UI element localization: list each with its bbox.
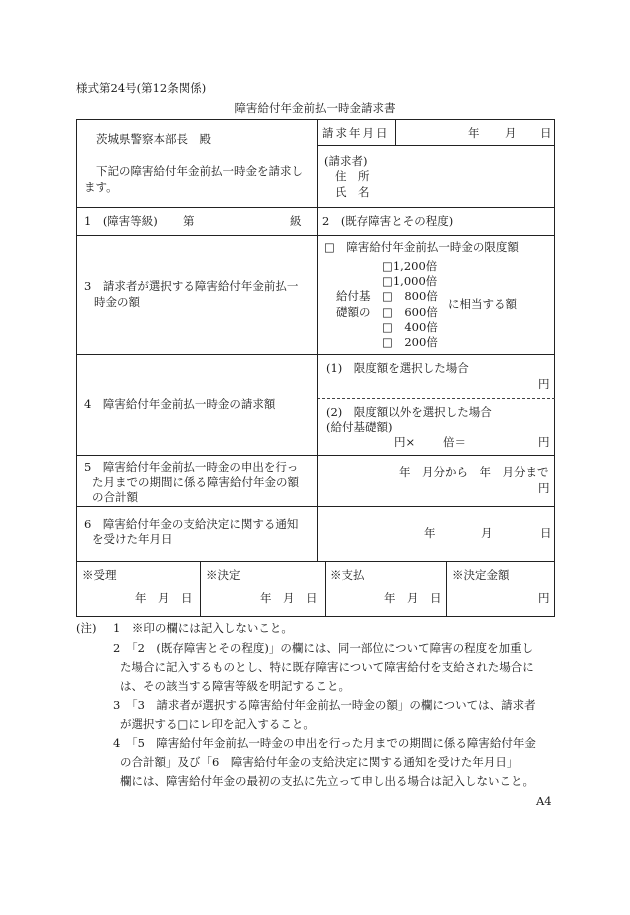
limit-option-checkbox[interactable]: □ 障害給付年金前払一時金の限度額 <box>324 240 519 254</box>
item6-label: を受けた年月日 <box>92 532 173 546</box>
column-line <box>446 561 447 617</box>
note-3: 3 「3 請求者が選択する障害給付年金前払一時金の額」の欄については、請求者 <box>113 698 536 712</box>
item4-sub1: (1) 限度額を選択した場合 <box>326 361 469 375</box>
form-title: 障害給付年金前払一時金請求書 <box>234 101 396 115</box>
notes-heading: (注) <box>76 621 97 635</box>
office-amount: ※決定金額 <box>452 568 510 582</box>
office-paid-date: 年 月 日 <box>384 591 442 605</box>
item1-grade-label: 1 (障害等級) <box>84 214 158 228</box>
column-line <box>200 561 201 617</box>
office-paid: ※支払 <box>330 568 365 582</box>
item3-label: 時金の額 <box>94 295 140 309</box>
multiplier-option[interactable]: □ 400倍 <box>382 320 438 334</box>
item6-day: 日 <box>540 526 552 540</box>
dashed-divider <box>317 398 555 399</box>
item4-sub1-yen: 円 <box>538 377 550 391</box>
office-received-date: 年 月 日 <box>135 591 193 605</box>
item4-sub2-note: (給付基礎額) <box>326 420 393 434</box>
item6-year: 年 <box>424 526 436 540</box>
row-line <box>76 207 555 208</box>
note-3: が選択する□にレ印を記入すること。 <box>120 717 315 731</box>
office-decided-date: 年 月 日 <box>260 591 318 605</box>
note-4: 欄には、障害給付年金の最初の支払に先立って申し出る場合は記入しないこと。 <box>120 774 534 788</box>
item5-label: 5 障害給付年金前払一時金の申出を行っ <box>84 460 299 474</box>
item1-kyu: 級 <box>290 214 302 228</box>
note-2: は、その該当する障害等級を明記すること。 <box>120 679 350 693</box>
row-line <box>317 145 555 146</box>
item5-period: 年 月分から 年 月分まで <box>399 465 549 479</box>
multiplier-option[interactable]: □ 200倍 <box>382 335 438 349</box>
item5-yen: 円 <box>538 481 550 495</box>
form-number: 様式第24号(第12条関係) <box>76 81 207 95</box>
item4-sub2: (2) 限度額以外を選択した場合 <box>326 405 492 419</box>
note-4: の合計額」及び「6 障害給付年金の支給決定に関する通知を受けた年月日」 <box>120 755 519 769</box>
request-date-label: 請求年月日 <box>322 126 390 140</box>
item5-label: た月までの期間に係る障害給付年金の額 <box>92 475 299 489</box>
office-received: ※受理 <box>82 568 117 582</box>
item6-label: 6 障害給付年金の支給決定に関する通知 <box>84 517 299 531</box>
note-1: 1 ※印の欄には記入しないこと。 <box>113 621 293 635</box>
column-line <box>395 119 396 145</box>
request-statement: ます。 <box>84 180 118 194</box>
item5-label: の合計額 <box>92 490 138 504</box>
item4-sub2-yen: 円 <box>538 435 550 449</box>
column-line <box>317 119 318 561</box>
date-year: 年 <box>468 126 480 140</box>
item4-calc-times: 倍＝ <box>443 435 466 449</box>
addressee: 茨城県警察本部長 殿 <box>96 132 211 146</box>
claimant-label: (請求者) <box>324 154 368 168</box>
note-4: 4 「5 障害給付年金前払一時金の申出を行った月までの期間に係る障害給付年金 <box>113 736 536 750</box>
row-line <box>76 235 555 236</box>
address-label: 住 所 <box>335 169 370 183</box>
item2-existing-label: 2 (既存障害とその程度) <box>322 214 454 228</box>
row-line <box>76 506 555 507</box>
multiplier-option[interactable]: □1,200倍 <box>382 259 438 273</box>
office-decided: ※決定 <box>206 568 241 582</box>
equivalent-amount-label: に相当する額 <box>448 297 517 311</box>
item4-calc-yen: 円× <box>394 435 416 449</box>
multiplier-option[interactable]: □ 600倍 <box>382 305 438 319</box>
base-amount-label: 給付基 <box>336 289 371 303</box>
item1-dai: 第 <box>183 214 195 228</box>
note-2: た場合に記入するものとし、特に既存障害について障害給付を支給された場合に <box>120 660 534 674</box>
date-day: 日 <box>540 126 552 140</box>
office-amount-yen: 円 <box>538 591 550 605</box>
item3-label: 3 請求者が選択する障害給付年金前払一 <box>84 279 299 293</box>
row-line <box>76 354 555 355</box>
multiplier-option[interactable]: □ 800倍 <box>382 289 438 303</box>
column-line <box>325 561 326 617</box>
multiplier-option[interactable]: □1,000倍 <box>382 274 438 288</box>
request-statement: 下記の障害給付年金前払一時金を請求し <box>96 164 303 178</box>
paper-size: A4 <box>536 794 552 808</box>
name-label: 氏 名 <box>335 185 370 199</box>
row-line <box>76 455 555 456</box>
date-month: 月 <box>505 126 517 140</box>
row-line <box>76 561 555 562</box>
item4-label: 4 障害給付年金前払一時金の請求額 <box>84 397 276 411</box>
item6-month: 月 <box>481 526 493 540</box>
base-amount-label: 礎額の <box>336 305 371 319</box>
note-2: 2 「2 (既存障害とその程度)」の欄には、同一部位について障害の程度を加重し <box>113 641 534 655</box>
